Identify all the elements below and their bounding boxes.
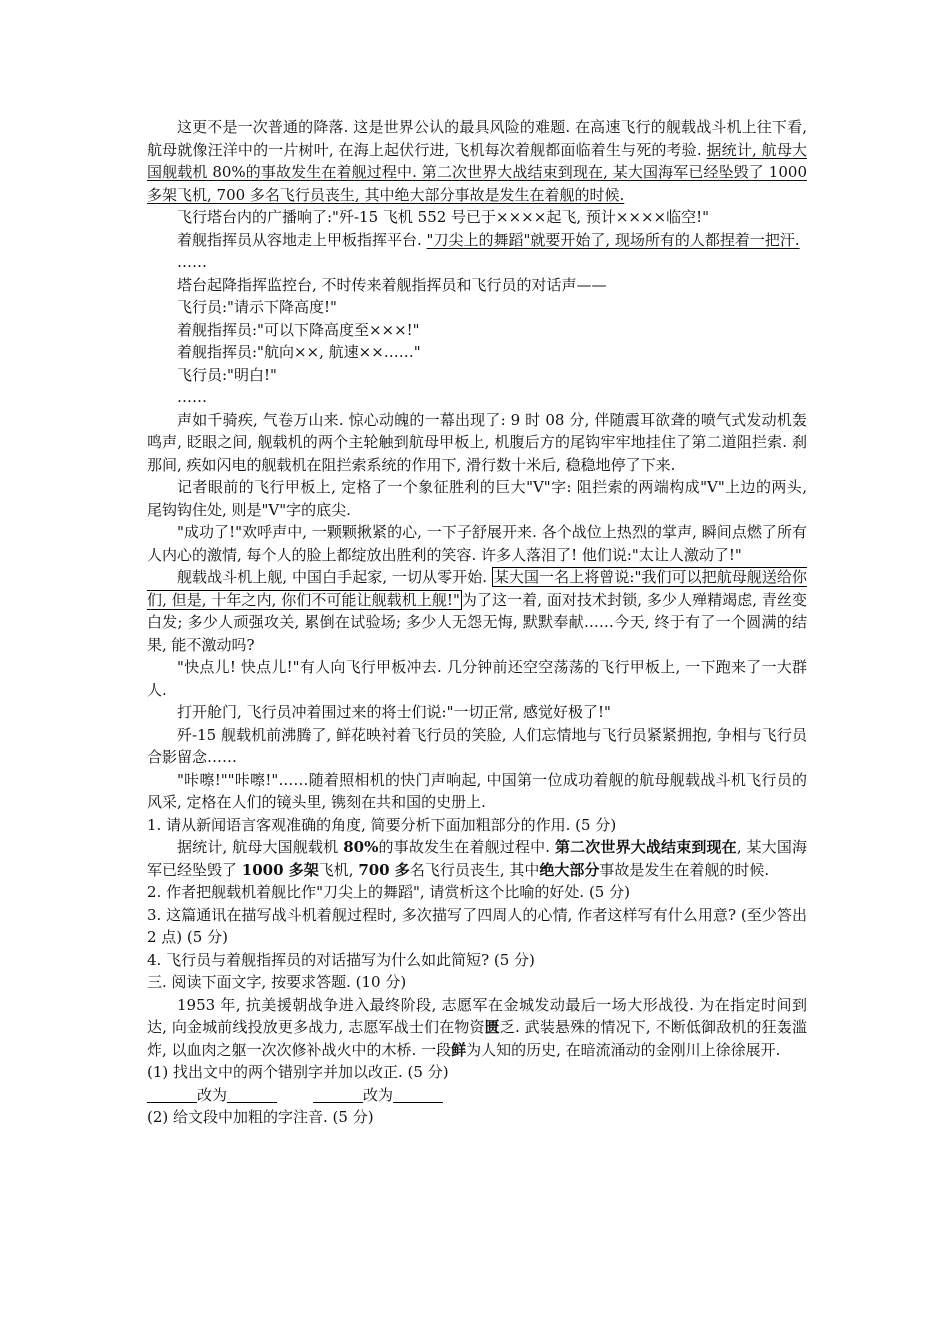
- answer-blanks: 改为 改为: [147, 1084, 807, 1107]
- underlined-passage: 据统计, 航母大国舰载机 80%的事故发生在着舰过程中. 第二次世界大战结束到现在, 某大国海军已经坠毁了 1000 多架飞机, 700 多名飞行员丧生, 其中绝大部分事故是发生在着舰的时候.: [147, 140, 807, 204]
- question-4: 4. 飞行员与着舰指挥员的对话描写为什么如此简短? (5 分): [147, 950, 535, 969]
- article-paragraph-5: 声如千骑疾, 气卷万山来. 惊心动魄的一幕出现了: 9 时 08 分, 伴随震耳欲聋的喷气式发动机轰鸣声, 眨眼之间, 舰载机的两个主轮触到航母甲板上, 机腹后方的尾钩牢牢地挂住了第二道阻拦索. 刹那间, 疾如闪电的舰载机在阻拦索系统的作用下, 滑行数十米后, 稳稳地停了下来.: [147, 410, 807, 474]
- dialogue-line-1: 飞行员:"请示下降高度!": [177, 298, 337, 316]
- article-paragraph-10: 打开舱门, 飞行员冲着围过来的将士们说:"一切正常, 感觉好极了!": [177, 703, 611, 721]
- sub-question-2: (2) 给文段中加粗的字注音. (5 分): [147, 1108, 374, 1126]
- sub-question-1: (1) 找出文中的两个错别字并加以改正. (5 分): [147, 1063, 449, 1081]
- dialogue-line-3: 着舰指挥员:"航向××, 航速××……": [177, 343, 421, 361]
- dialogue-line-2: 着舰指挥员:"可以下降高度至×××!": [177, 320, 420, 339]
- boxed-quote: 某大国一名上将曾说:"我们可以把航母舰送给你们, 但是, 十年之内, 你们不可能让舰载机上舰!": [147, 568, 807, 609]
- underlined-passage: "刀尖上的舞蹈"就要开始了, 现场所有的人都捏着一把汗.: [426, 230, 800, 249]
- ellipsis: ……: [177, 388, 207, 406]
- answer-blank[interactable]: [227, 1086, 277, 1103]
- answer-blank[interactable]: [393, 1086, 443, 1103]
- article-paragraph-11: 歼-15 舰载机前沸腾了, 鲜花映衬着飞行员的笑脸, 人们忘情地与飞行员紧紧拥抱, 争相与飞行员合影留念……: [147, 725, 807, 766]
- article-paragraph-4: 塔台起降指挥监控台, 不时传来着舰指挥员和飞行员的对话声——: [177, 275, 607, 294]
- question-2: 2. 作者把舰载机着舰比作"刀尖上的舞蹈", 请赏析这个比喻的好处. (5 分): [147, 883, 630, 901]
- document-page: [147, 116, 807, 1129]
- answer-blank[interactable]: [147, 1086, 197, 1103]
- article-paragraph-1: 这更不是一次普通的降落. 这是世界公认的最具风险的难题. 在高速飞行的舰载战斗机上往下看, 航母就像汪洋中的一片树叶, 在海上起伏行进, 飞机每次着舰都面临着生与死的考验. 据统计, 航母大国舰载机 80%的事故发生在着舰过程中. 第二次世界大战结束到现在, 某大国海军已经坠毁了 1000 多架飞机, 700 多名飞行员丧生, 其中绝大部分事故是发生在着舰的时候.: [147, 118, 807, 204]
- question-1: 1. 请从新闻语言客观准确的角度, 简要分析下面加粗部分的作用. (5 分): [147, 815, 617, 834]
- section-3-heading: 三. 阅读下面文字, 按要求答题. (10 分): [147, 973, 407, 991]
- section-3-passage: 1953 年, 抗美援朝战争进入最终阶段, 志愿军在金城发动最后一场大形战役. 为在指定时间到达, 向金城前线投放更多战力, 志愿军战士们在物资匮乏. 武装悬殊的情况下, 不断低御敌机的狂轰滥炸, 以血肉之躯一次次修补战火中的木桥. 一段鲜为人知的历史, 在暗流涌动的金刚川上徐徐展开.: [147, 995, 807, 1059]
- article-paragraph-7: "成功了!"欢呼声中, 一颗颗揪紧的心, 一下子舒展开来. 各个战位上热烈的掌声, 瞬间点燃了所有人内心的激情, 每个人的脸上都绽放出胜利的笑容. 许多人落泪了! 他们说:"太让人激动了!": [147, 523, 807, 564]
- article-paragraph-2: 飞行塔台内的广播响了:"歼-15 飞机 552 号已于××××起飞, 预计××××临空!": [177, 208, 710, 226]
- ellipsis: ……: [177, 253, 207, 271]
- article-paragraph-6: 记者眼前的飞行甲板上, 定格了一个象征胜利的巨大"V"字: 阻拦索的两端构成"V"上边的两头, 尾钩钩住处, 则是"V"字的底尖.: [147, 478, 807, 519]
- answer-blank[interactable]: [313, 1086, 363, 1103]
- article-paragraph-8: 舰载战斗机上舰, 中国白手起家, 一切从零开始. 某大国一名上将曾说:"我们可以把航母舰送给你们, 但是, 十年之内, 你们不可能让舰载机上舰!" 为了这一着, 面对技术封锁, 多少人殚精竭虑, 青丝变白发; 多少人顽强攻关, 累倒在试验场; 多少人无怨无悔, 默默奉献……今天, 终于有了一个圆满的结果, 能不激动吗?: [147, 568, 807, 654]
- article-paragraph-12: "咔嚓!""咔嚓!"……随着照相机的快门声响起, 中国第一位成功着舰的航母舰载战斗机飞行员的风采, 定格在人们的镜头里, 镌刻在共和国的史册上.: [147, 770, 807, 811]
- article-paragraph-9: "快点儿! 快点儿!"有人向飞行甲板冲去. 几分钟前还空空荡荡的飞行甲板上, 一下跑来了一大群人.: [147, 658, 807, 699]
- article-paragraph-3: 着舰指挥员从容地走上甲板指挥平台. "刀尖上的舞蹈"就要开始了, 现场所有的人都捏着一把汗.: [177, 230, 800, 249]
- question-1-quote: 据统计, 航母大国舰载机 80%的事故发生在着舰过程中. 第二次世界大战结束到现在, 某大国海军已经坠毁了 1000 多架飞机, 700 多名飞行员丧生, 其中绝大部分事故是发生在着舰的时候.: [147, 838, 807, 879]
- question-3: 3. 这篇通讯在描写战斗机着舰过程时, 多次描写了四周人的心情, 作者这样写有什么用意? (至少答出 2 点) (5 分): [147, 905, 807, 946]
- dialogue-line-4: 飞行员:"明白!": [177, 365, 277, 384]
